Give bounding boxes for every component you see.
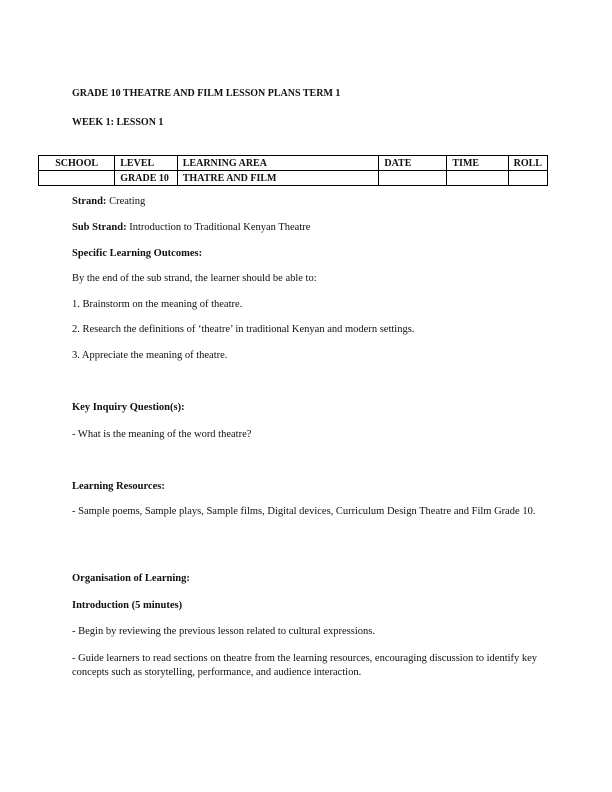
sub-strand-label: Sub Strand: <box>72 222 127 233</box>
introduction-item: - Guide learners to read sections on theatre from the learning resources, encouraging discussion to identify key concepts such as storytelling, performance, and audience interaction. <box>72 653 538 678</box>
resources-heading: Learning Resources: <box>72 481 165 492</box>
cell-date <box>379 171 447 186</box>
week-lesson-title: WEEK 1: LESSON 1 <box>72 117 164 128</box>
meta-table-value-row <box>39 171 548 186</box>
outcomes-heading: Specific Learning Outcomes: <box>72 248 203 259</box>
strand-line <box>72 195 542 209</box>
sub-strand-line <box>72 221 542 235</box>
outcome-item: 1. Brainstorm on the meaning of theatre. <box>72 299 243 310</box>
strand-label: Strand: <box>72 196 107 207</box>
introduction-heading: Introduction (5 minutes) <box>72 600 183 611</box>
header-level: LEVEL <box>115 156 178 171</box>
cell-time <box>447 171 508 186</box>
cell-school <box>39 171 115 186</box>
introduction-item: - Begin by reviewing the previous lesson related to cultural expressions. <box>72 626 375 637</box>
organisation-heading: Organisation of Learning: <box>72 573 190 584</box>
header-learning-area: LEARNING AREA <box>177 156 379 171</box>
inquiry-heading: Key Inquiry Question(s): <box>72 402 185 413</box>
outcome-item: 2. Research the definitions of ‘theatre’ in traditional Kenyan and modern settings. <box>72 324 415 335</box>
cell-learning-area: THATRE AND FILM <box>177 171 379 186</box>
cell-level: GRADE 10 <box>115 171 178 186</box>
header-roll: ROLL <box>508 156 547 171</box>
document-title: GRADE 10 THEATRE AND FILM LESSON PLANS TERM 1 <box>72 88 341 99</box>
strand-value: Creating <box>106 196 146 207</box>
outcomes-intro: By the end of the sub strand, the learner should be able to: <box>72 273 317 284</box>
inquiry-item: - What is the meaning of the word theatre? <box>72 429 252 440</box>
header-date: DATE <box>379 156 447 171</box>
lesson-meta-table <box>38 155 548 186</box>
header-time: TIME <box>447 156 508 171</box>
resources-item: - Sample poems, Sample plays, Sample films, Digital devices, Curriculum Design Theatre and Film Grade 10. <box>72 506 536 517</box>
cell-roll <box>508 171 547 186</box>
meta-table-header-row <box>39 156 548 171</box>
sub-strand-value: Introduction to Traditional Kenyan Theatre <box>126 222 311 233</box>
header-school: SCHOOL <box>39 156 115 171</box>
outcome-item: 3. Appreciate the meaning of theatre. <box>72 350 228 361</box>
